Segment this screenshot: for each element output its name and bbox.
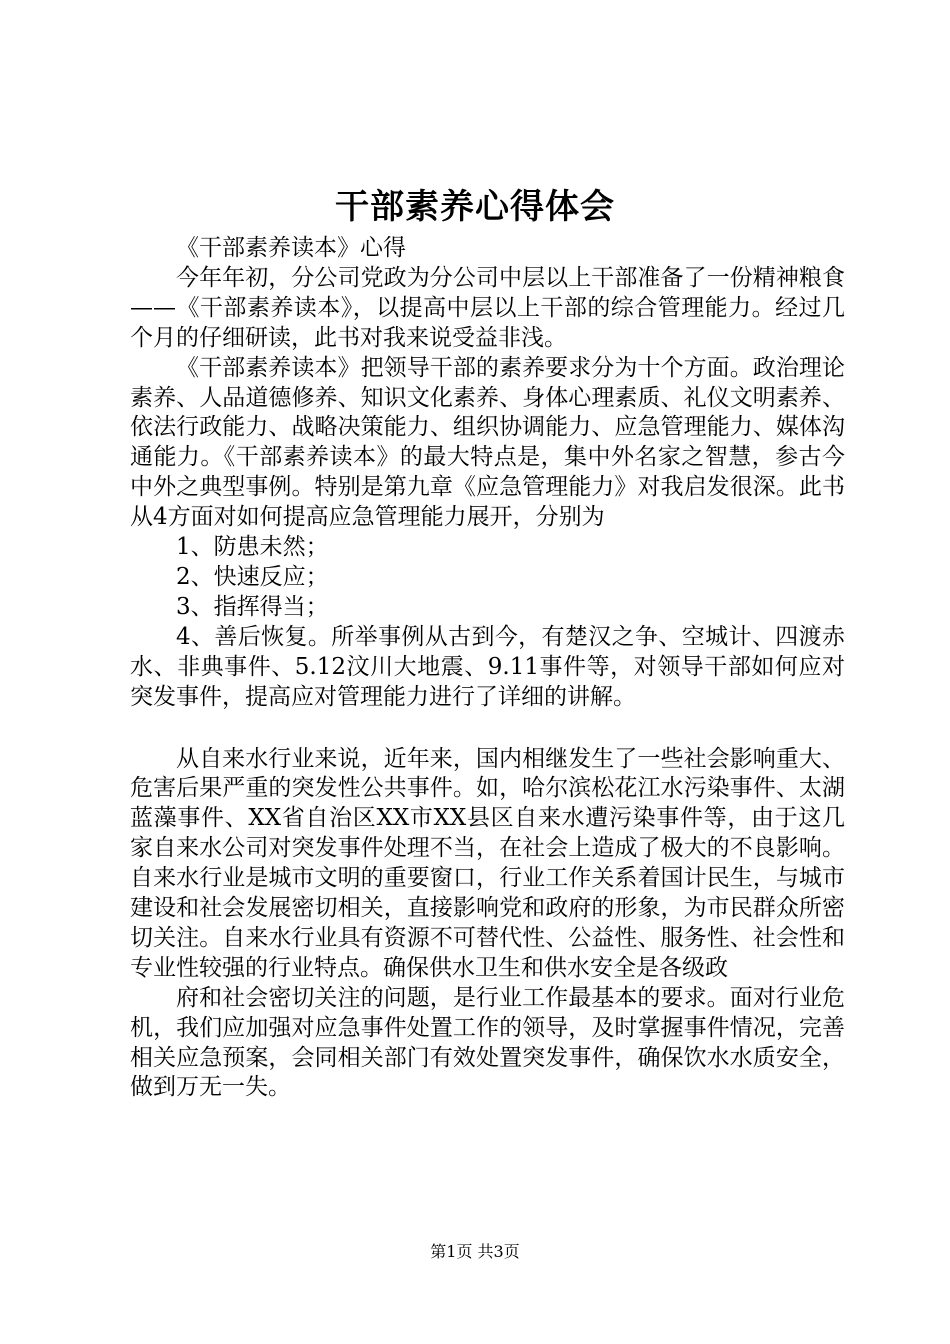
paragraph-water-industry: 从自来水行业来说，近年来，国内相继发生了一些社会影响重大、危害后果严重的突发性公共事件。如，哈尔滨松花江水污染事件、太湖蓝藻事件、XX省自治区XX市XX县区自来水遭污染事件等，由于这几家自来水公司对突发事件处理不当，在社会上造成了极大的不良影响。自来水行业是城市文明的重要窗口，行业工作关系着国计民生，与城市建设和社会发展密切相关，直接影响党和政府的形象，为市民群众所密切关注。自来水行业具有资源不可替代性、公益性、服务性、社会性和专业性较强的行业特点。确保供水卫生和供水安全是各级政 [130, 745, 845, 981]
document-body [130, 234, 845, 1103]
paragraph-conclusion: 府和社会密切关注的问题，是行业工作最基本的要求。面对行业危机，我们应加强对应急事件处置工作的领导，及时掌握事件情况，完善相关应急预案，会同相关部门有效处置突发事件，确保饮水水质安全，做到万无一失。 [130, 984, 845, 1101]
paragraph-intro: 今年年初，分公司党政为分公司中层以上干部准备了一份精神粮食——《干部素养读本》，以提高中层以上干部的综合管理能力。经过几个月的仔细研读，此书对我来说受益非浅。 [130, 264, 845, 351]
list-item-4: 4、善后恢复。所举事例从古到今，有楚汉之争、空城计、四渡赤水、非典事件、5.12汶川大地震、9.11事件等，对领导干部如何应对突发事件，提高应对管理能力进行了详细的讲解。 [130, 623, 845, 710]
paragraph-ten-aspects: 《干部素养读本》把领导干部的素养要求分为十个方面。政治理论素养、人品道德修养、知识文化素养、身体心理素质、礼仪文明素养、依法行政能力、战略决策能力、组织协调能力、应急管理能力、媒体沟通能力。《干部素养读本》的最大特点是，集中外名家之智慧，参古今中外之典型事例。特别是第九章《应急管理能力》对我启发很深。此书从4方面对如何提高应急管理能力展开，分别为 [130, 354, 845, 531]
list-item-1: 1、防患未然； [176, 534, 329, 561]
document-title: 干部素养心得体会 [335, 187, 615, 227]
page-footer: 第1页 共3页 [430, 1242, 520, 1261]
paragraph-gap [130, 713, 845, 745]
list-item-2: 2、快速反应； [176, 563, 329, 590]
paragraph-subtitle: 《干部素养读本》心得 [176, 235, 406, 261]
list-item-3: 3、指挥得当； [176, 593, 329, 620]
